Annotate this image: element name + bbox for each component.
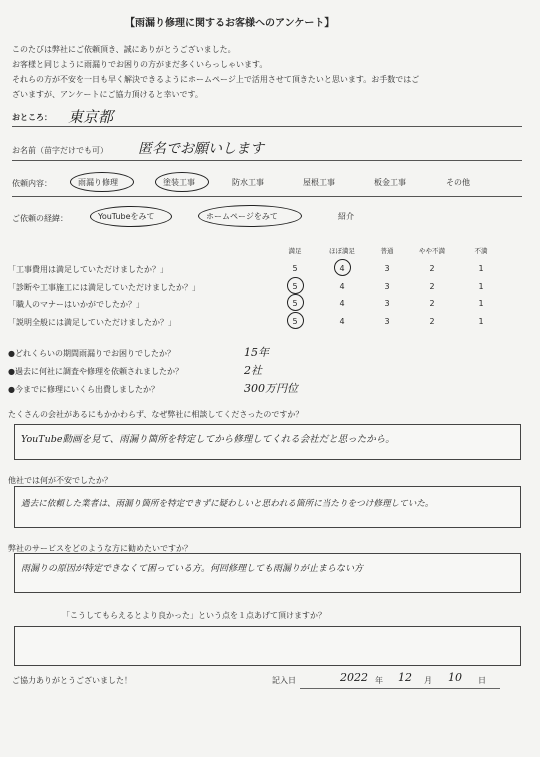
fact-question: ●どれくらいの期間雨漏りでお困りでしたか？ xyxy=(8,349,175,358)
channel-label: ご依頼の経緯： xyxy=(12,214,68,223)
answer-box[interactable] xyxy=(14,486,521,528)
intro-line: それらの方が不安を一日も早く解決できるようにホームページ上で活用させて頂きたいと思います。お手数ではご xyxy=(12,75,420,84)
survey-title: 【雨漏り修理に関するお客様へのアンケート】 xyxy=(125,18,335,29)
score[interactable]: 2 xyxy=(429,299,435,308)
score[interactable]: 3 xyxy=(384,264,390,273)
question-text: 弊社のサービスをどのような方に勧めたいですか？ xyxy=(8,544,192,553)
divider xyxy=(12,126,522,127)
rating-question: 「診断や工事施工には満足していただけましたか？」 xyxy=(8,283,200,292)
date-underline xyxy=(300,688,500,689)
score[interactable]: 5 xyxy=(292,282,298,291)
divider xyxy=(12,196,522,197)
intro-line: このたびは弊社にご依頼頂き、誠にありがとうございました。 xyxy=(12,45,236,54)
rating-question: 「職人のマナーはいかがでしたか？」 xyxy=(8,300,144,309)
channel-option[interactable]: 紹介 xyxy=(338,212,354,221)
score[interactable]: 3 xyxy=(384,317,390,326)
date-year[interactable]: 2022 xyxy=(340,671,368,684)
answer-box[interactable] xyxy=(14,626,521,666)
date-unit: 日 xyxy=(478,676,486,685)
rating-header: ほぼ満足 xyxy=(329,247,355,255)
channel-option[interactable]: ホームページをみて xyxy=(206,212,278,221)
fact-question: ●過去に何社に調査や修理を依頼されましたか？ xyxy=(8,367,183,376)
question-text: 他社では何が不安でしたか？ xyxy=(8,476,112,485)
rating-question: 「工事費用は満足していただけましたか？」 xyxy=(8,265,168,274)
request-option[interactable]: 塗装工事 xyxy=(163,178,195,187)
date-month[interactable]: 12 xyxy=(398,671,412,684)
name-value[interactable]: 匿名でお願いします xyxy=(138,141,264,157)
rating-header: やや不満 xyxy=(419,247,445,255)
score[interactable]: 4 xyxy=(339,299,345,308)
request-option[interactable]: 防水工事 xyxy=(232,178,264,187)
score[interactable]: 2 xyxy=(429,264,435,273)
score[interactable]: 3 xyxy=(384,282,390,291)
request-option[interactable]: 屋根工事 xyxy=(303,178,335,187)
date-unit: 月 xyxy=(424,676,432,685)
score[interactable]: 1 xyxy=(478,282,484,291)
score[interactable]: 4 xyxy=(339,264,345,273)
score[interactable]: 4 xyxy=(339,282,345,291)
score[interactable]: 4 xyxy=(339,317,345,326)
date-label: 記入日 xyxy=(272,676,296,685)
score[interactable]: 3 xyxy=(384,299,390,308)
address-label: おところ： xyxy=(12,113,52,122)
request-option[interactable]: 板金工事 xyxy=(374,178,406,187)
request-option[interactable]: 雨漏り修理 xyxy=(78,178,118,187)
intro-line: お客様と同じように雨漏りでお困りの方がまだ多くいらっしゃいます。 xyxy=(12,60,268,69)
answer-box[interactable] xyxy=(14,424,521,460)
date-unit: 年 xyxy=(375,676,383,685)
date-day[interactable]: 10 xyxy=(448,671,462,684)
answer-text: 過去に依頼した業者は、雨漏り箇所を特定できずに疑わしいと思われる箇所に当たりをつけ修理していた。 xyxy=(21,499,434,509)
answer-text: YouTube動画を見て、雨漏り箇所を特定してから修理してくれる会社だと思ったから。 xyxy=(21,434,395,445)
score[interactable]: 2 xyxy=(429,282,435,291)
name-label: お名前（苗字だけでも可） xyxy=(12,146,108,155)
rating-header: 不満 xyxy=(474,247,488,255)
channel-option[interactable]: YouTubeをみて xyxy=(98,212,155,221)
answer-box[interactable] xyxy=(14,553,521,593)
request-option[interactable]: その他 xyxy=(446,178,470,187)
thanks-text: ご協力ありがとうございました！ xyxy=(12,676,132,685)
address-value[interactable]: 東京都 xyxy=(68,108,114,126)
question-text: たくさんの会社があるにもかかわらず、なぜ弊社に相談してくださったのですか？ xyxy=(8,410,304,419)
fact-answer[interactable]: 300万円位 xyxy=(244,382,298,395)
rating-question: 「説明全般には満足していただけましたか？」 xyxy=(8,318,176,327)
request-label: 依頼内容： xyxy=(12,179,52,188)
fact-question: ●今までに修理にいくら出費しましたか？ xyxy=(8,385,159,394)
fact-answer[interactable]: 15年 xyxy=(244,346,269,359)
score[interactable]: 5 xyxy=(292,264,298,273)
score[interactable]: 1 xyxy=(478,264,484,273)
score[interactable]: 1 xyxy=(478,299,484,308)
score[interactable]: 2 xyxy=(429,317,435,326)
score[interactable]: 5 xyxy=(292,317,298,326)
rating-header: 満足 xyxy=(288,247,302,255)
question-text: 「こうしてもらえるとより良かった」という点を１点あげて頂けますか？ xyxy=(62,611,326,620)
score[interactable]: 1 xyxy=(478,317,484,326)
fact-answer[interactable]: 2社 xyxy=(244,364,262,377)
answer-text: 雨漏りの原因が特定できなくて困っている方。何回修理しても雨漏りが止まらない方 xyxy=(21,564,364,574)
score[interactable]: 5 xyxy=(292,299,298,308)
rating-header: 普通 xyxy=(380,247,394,255)
intro-line: ざいますが、アンケートにご協力頂けると幸いです。 xyxy=(12,90,203,99)
divider xyxy=(12,160,522,161)
